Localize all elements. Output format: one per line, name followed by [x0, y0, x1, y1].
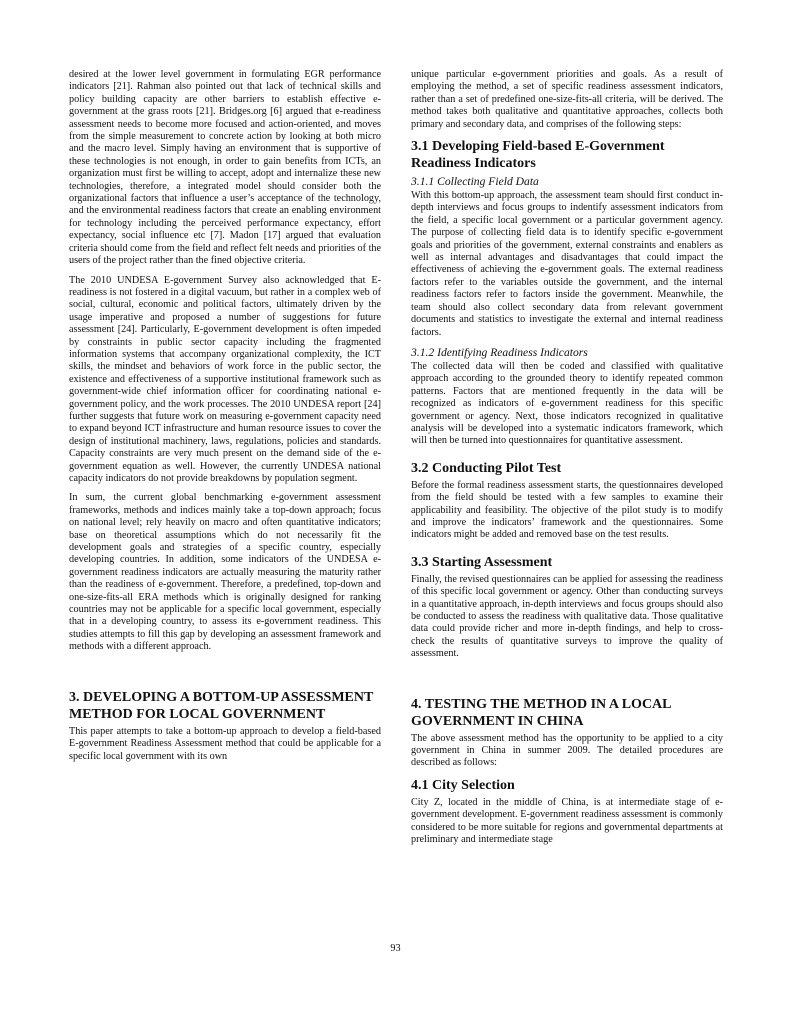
paragraph: With this bottom-up approach, the assessment team should first conduct in-depth interviews and focus groups to indentify assessment indicators from the field, a specific local government or a particular government agency. The purpose of collecting field data is to identify specific e-government goals and priorities of the government, external constraints and enablers as well as internal advantages and disadvantages that could impact the effectiveness of achieving the e-government goals. The external readiness factors refer to the variables outside the government, and the internal readiness factors refer to factors inside the government. Meanwhile, the team should also collect secondary data from relevant government documents and statistics to investigate the external and internal readiness factors. — [411, 190, 723, 338]
section-heading-3-1: 3.1 Developing Field-based E-Government Readiness Indicators — [411, 139, 665, 172]
paragraph: unique particular e-government priorities and goals. As a result of employing the method, a set of specific readiness assessment indicators, rather than a set of predefined one-size-fits-all criteria, will be derived. The method takes both qualitative and quantitative approaches, collects both primary and secondary data, and comprises of the following steps: — [411, 69, 723, 130]
paragraph: The above assessment method has the opportunity to be applied to a city government in China in summer 2009. The detailed procedures are described as follows: — [411, 732, 723, 769]
page-number: 93 — [390, 943, 401, 954]
paragraph: Finally, the revised questionnaires can be applied for assessing the readiness of this specific local government or agency. Other than conducting surveys in a quantitative approach, in-depth interviews and focus groups should also be conducted to assess the readiness with qualitative data. Those qualitative data could provide richer and more in-depth findings, and help to cross-check the results of quantitative surveys to improve the quality of assessment. — [411, 573, 723, 660]
subsection-heading-3-1-1: 3.1.1 Collecting Field Data — [411, 175, 539, 189]
section-heading-4: 4. TESTING THE METHOD IN A LOCAL GOVERNMENT IN CHINA — [411, 696, 671, 729]
section-heading-3-3: 3.3 Starting Assessment — [411, 554, 553, 570]
paragraph: In sum, the current global benchmarking e-government assessment frameworks, methods and indices mainly take a top-down approach; focus on national level; rely heavily on macro and often quantitative indicators; base on theoretical assumptions which do not necessarily fit the development goals and strategies of a specific country, especially developing countries. In addition, some indicators of the UNDESA e-government readiness indicators are actually measuring the maturity rather than the readiness of e-government. Therefore, a predefined, top-down and one-size-fits-all ERA methods which is originally designed for ranking countries may not be applicable for a specific local government, especially that in a developing country, to assess its e-government readiness. This studies attempts to fill this gap by developing an assessment framework and methods with a different approach. — [69, 492, 381, 653]
section-heading-3-2: 3.2 Conducting Pilot Test — [411, 460, 562, 476]
right-column — [411, 69, 723, 853]
left-column — [69, 69, 381, 770]
subsection-heading-3-1-2: 3.1.2 Identifying Readiness Indicators — [411, 345, 588, 359]
paragraph: This paper attempts to take a bottom-up approach to develop a field-based E-government Readiness Assessment method that could be applicable for a specific local government with its own — [69, 725, 381, 762]
section-heading-4-1: 4.1 City Selection — [411, 777, 515, 793]
paragraph: desired at the lower level government in formulating EGR performance indicators [21]. Rahman also pointed out that lack of technical skills and policy building capacity are other barriers to establish effective e-government at the grass roots [21]. Bridges.org [6] argued that e-readiness assessment needs to become more focused and action-oriented, and moves from the simple measurement to concrete action by looking at both micro and the macro level. Simply having an environment that is supportive of these technologies is not enough, in order to gain benefits from ICTs, an organization must first be willing to accept, adopt and internalize these new technologies, therefore, a integrated model should consider both the organizational factors that influence a user’s acceptance of the technology, and the environmental readiness factors that create an enabling environment for technology including the perceived performance expectancy, effort expectancy, social influence etc [7]. Madon [17] argued that evaluation criteria should come from the field and reflect felt needs and priorities of the users of the project rather than the fined objective criteria. — [69, 69, 382, 267]
paragraph: The collected data will then be coded and classified with qualitative approach according to the grounded theory to identify repeated common patterns. Factors that are mentioned frequently in the data will be recognized as indicators of e-government readiness for this specific government or agency. Next, those indicators recognized in qualitative analysis will be developed into a systematic indicators framework, which will then be turned into questionnaires for quantitative assessment. — [411, 360, 723, 447]
paragraph: Before the formal readiness assessment starts, the questionnaires developed from the field should be tested with a few samples to examine their applicability and feasibility. The objective of the pilot study is to modify and improve the indicators’ framework and the questionnaires. Some indicators might be added and removed base on the test results. — [411, 479, 723, 541]
paragraph: City Z, located in the middle of China, is at intermediate stage of e-government development. E-government readiness assessment is commonly considered to be more suitable for regions and governmental departments at preliminary and intermediate stage — [411, 796, 723, 846]
paragraph: The 2010 UNDESA E-government Survey also acknowledged that E-readiness is not fostered in a digital vacuum, but rather in a complex web of social, cultural, economic and political factors, ultimately driven by the usage imperative and proposed a number of suggestions for future assessment [24]. Particularly, E-government development is often impeded by constraints in public sector capacity including the fragmented information systems that accompany organizational complexity, the ICT skills, the mindset and behaviors of work force in the public sector, the existence and effectiveness of a supportive institutional framework such as government-wide chief information officer for coordinating national e-government policy, and the work processes. The 2010 UNDESA report [24] further suggests that future work on measuring e-government capacity need to expand beyond ICT infrastructure and human resource issues to cover the design of institutional machinery, laws, regulations, policies and standards. Capacity constraints are very much present on the demand side of the e-government equation as well. However, the currently UNDESA national capacity indicators do not provide breakdowns by population segment. — [69, 274, 381, 484]
section-heading-3: 3. DEVELOPING A BOTTOM-UP ASSESSMENT METHOD FOR LOCAL GOVERNMENT — [69, 689, 374, 722]
